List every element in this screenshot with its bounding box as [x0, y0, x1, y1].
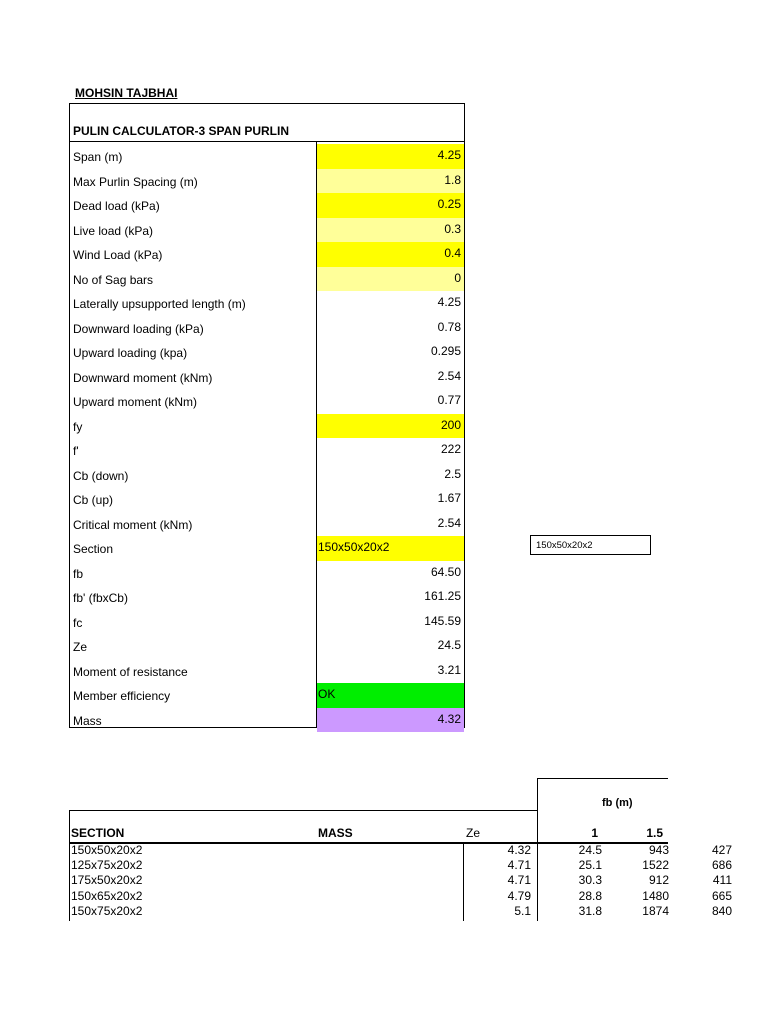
- row-value: 200: [440, 417, 461, 432]
- ze-cell: 28.8: [578, 888, 602, 903]
- row-label: Critical moment (kNm): [73, 517, 193, 532]
- fb1-cell: 943: [648, 843, 669, 857]
- row-value: 150x50x20x2: [318, 540, 390, 554]
- row-label: f': [73, 444, 79, 458]
- row-value: 2.54: [437, 368, 461, 383]
- section-cell: 150x50x20x2: [71, 843, 143, 857]
- row-label: Member efficiency: [73, 689, 171, 703]
- row-value: 4.25: [437, 295, 461, 309]
- row-value: 2.54: [437, 515, 461, 530]
- row-label: Wind Load (kPa): [73, 248, 163, 262]
- row-value-cell: [317, 708, 464, 733]
- row-label: Mass: [73, 713, 102, 728]
- fb15-cell: 840: [711, 903, 732, 918]
- row-value: OK: [318, 687, 336, 701]
- row-value: 4.32: [437, 711, 461, 726]
- calculator-row: [70, 316, 464, 341]
- calculator-row: [70, 561, 464, 586]
- calculator-row: [70, 193, 464, 218]
- section-cell: 125x75x20x2: [71, 858, 143, 873]
- row-label: Max Purlin Spacing (m): [73, 174, 198, 189]
- fb15-cell: 427: [711, 843, 732, 857]
- mass-column-header: MASS: [318, 826, 353, 840]
- row-value-cell: [317, 585, 464, 610]
- row-label: No of Sag bars: [73, 272, 154, 287]
- row-value-cell: [317, 463, 464, 488]
- row-value-cell[interactable]: [317, 218, 464, 243]
- row-label: Upward moment (kNm): [73, 395, 198, 409]
- section-cell: 175x50x20x2: [71, 873, 143, 888]
- fb15-cell: 665: [711, 888, 732, 903]
- calculator-row: [70, 340, 464, 365]
- ze-cell: 30.3: [578, 873, 602, 888]
- row-value-cell[interactable]: [317, 144, 464, 169]
- row-value-cell[interactable]: [317, 536, 464, 561]
- row-label: Live load (kPa): [73, 223, 154, 238]
- calculator-row: [70, 610, 464, 635]
- author-name: MOHSIN TAJBHAI: [75, 86, 178, 100]
- calculator-row: [70, 144, 464, 169]
- fb15-cell: 411: [712, 873, 732, 888]
- calculator-row: [70, 389, 464, 414]
- row-label: Upward loading (kpa): [73, 346, 188, 360]
- calculator-row: [70, 169, 464, 194]
- row-value-cell[interactable]: [317, 169, 464, 194]
- row-value: 145.59: [424, 613, 461, 628]
- row-value-cell[interactable]: [317, 267, 464, 292]
- row-value-cell: [317, 291, 464, 316]
- row-value: 0: [454, 270, 461, 285]
- row-value: 0.25: [437, 197, 461, 211]
- section-cell: 150x75x20x2: [71, 903, 143, 918]
- section-column-header: SECTION: [71, 826, 125, 840]
- row-label: Span (m): [73, 150, 123, 164]
- calculator-title: PULIN CALCULATOR-3 SPAN PURLIN: [73, 124, 289, 138]
- row-label: Section: [73, 542, 114, 556]
- row-value-cell: [317, 683, 464, 708]
- row-value: 1.8: [444, 172, 461, 187]
- calculator-row: [70, 463, 464, 488]
- ze-cell: 31.8: [578, 903, 602, 918]
- calculator-row: [70, 659, 464, 684]
- calculator-row: [70, 487, 464, 512]
- calculator-row: [70, 683, 464, 708]
- calculator-row: [70, 218, 464, 243]
- calculator-row: [70, 414, 464, 439]
- row-label: fb: [73, 566, 84, 581]
- row-label: fy: [73, 419, 83, 434]
- row-label: fb' (fbxCb): [73, 591, 128, 605]
- table-row: [69, 903, 732, 919]
- ze-column-header: Ze: [466, 826, 481, 840]
- ze-cell: 25.1: [578, 858, 602, 873]
- mass-cell: 4.32: [507, 843, 531, 857]
- row-label: Downward loading (kPa): [73, 321, 204, 336]
- mass-cell: 4.79: [507, 888, 531, 903]
- row-value: 24.5: [437, 638, 461, 652]
- row-value-cell: [317, 487, 464, 512]
- row-value-cell: [317, 561, 464, 586]
- row-value: 0.77: [437, 393, 461, 407]
- row-value: 2.5: [444, 466, 461, 481]
- calculator-row: [70, 438, 464, 463]
- calculator-row: [70, 365, 464, 390]
- row-value-cell[interactable]: [317, 193, 464, 218]
- table-row: [69, 858, 732, 873]
- row-label: Downward moment (kNm): [73, 370, 213, 385]
- row-label: Laterally upsupported length (m): [73, 297, 246, 311]
- table-row: [69, 843, 732, 858]
- selected-section-cell[interactable]: [530, 535, 651, 555]
- row-value-cell[interactable]: [317, 242, 464, 267]
- row-value: 4.25: [437, 148, 461, 162]
- row-value: 64.50: [430, 564, 461, 579]
- row-value: 0.78: [437, 319, 461, 334]
- mass-cell: 4.71: [507, 858, 531, 873]
- row-value-cell: [317, 438, 464, 463]
- row-label: Cb (up): [73, 493, 114, 507]
- calculator-row: [70, 512, 464, 537]
- table-row: [69, 888, 732, 904]
- calculator-row: [70, 291, 464, 316]
- calculator-row: [70, 585, 464, 610]
- ze-cell: 24.5: [578, 843, 602, 857]
- fb1-cell: 1874: [642, 903, 669, 918]
- row-label: Dead load (kPa): [73, 199, 160, 213]
- row-value: 0.4: [444, 246, 461, 260]
- fb1-cell: 1480: [642, 888, 669, 903]
- row-value-cell: [317, 389, 464, 414]
- row-label: Ze: [73, 640, 88, 654]
- row-value-cell: [317, 316, 464, 341]
- row-value-cell: [317, 512, 464, 537]
- fb1-cell: 1522: [642, 858, 669, 873]
- selected-section-value: 150x50x20x2: [536, 540, 593, 551]
- row-label: Moment of resistance: [73, 664, 188, 679]
- calculator-row: [70, 634, 464, 659]
- row-value-cell[interactable]: [317, 414, 464, 439]
- row-value: 222: [440, 442, 461, 456]
- column-divider: [316, 142, 317, 727]
- row-value-cell: [317, 634, 464, 659]
- calculator-row: [70, 267, 464, 292]
- calculator-row: [70, 242, 464, 267]
- fb1-column-header: 1: [591, 826, 598, 840]
- row-label: fc: [73, 615, 83, 630]
- calculator-row: [70, 708, 464, 733]
- mass-cell: 5.1: [514, 903, 531, 918]
- row-value-cell: [317, 365, 464, 390]
- fb15-cell: 686: [711, 858, 732, 873]
- row-value: 161.25: [424, 589, 461, 603]
- row-value: 3.21: [437, 662, 461, 677]
- row-value-cell: [317, 340, 464, 365]
- section-cell: 150x65x20x2: [71, 888, 143, 903]
- table-top-border: [69, 810, 537, 811]
- fb15-column-header: 1.5: [646, 826, 663, 840]
- calculator-row: [70, 536, 464, 561]
- row-value-cell: [317, 659, 464, 684]
- row-value: 1.67: [437, 491, 461, 505]
- row-value-cell: [317, 610, 464, 635]
- table-row: [69, 873, 732, 888]
- row-value: 0.295: [430, 344, 461, 358]
- calculator-title-row: [70, 104, 464, 142]
- purlin-calculator-panel: [69, 103, 465, 728]
- row-label: Cb (down): [73, 468, 129, 483]
- mass-cell: 4.71: [507, 873, 531, 888]
- fb-header: fb (m): [602, 797, 633, 809]
- fb1-cell: 912: [648, 873, 669, 888]
- row-value: 0.3: [444, 221, 461, 236]
